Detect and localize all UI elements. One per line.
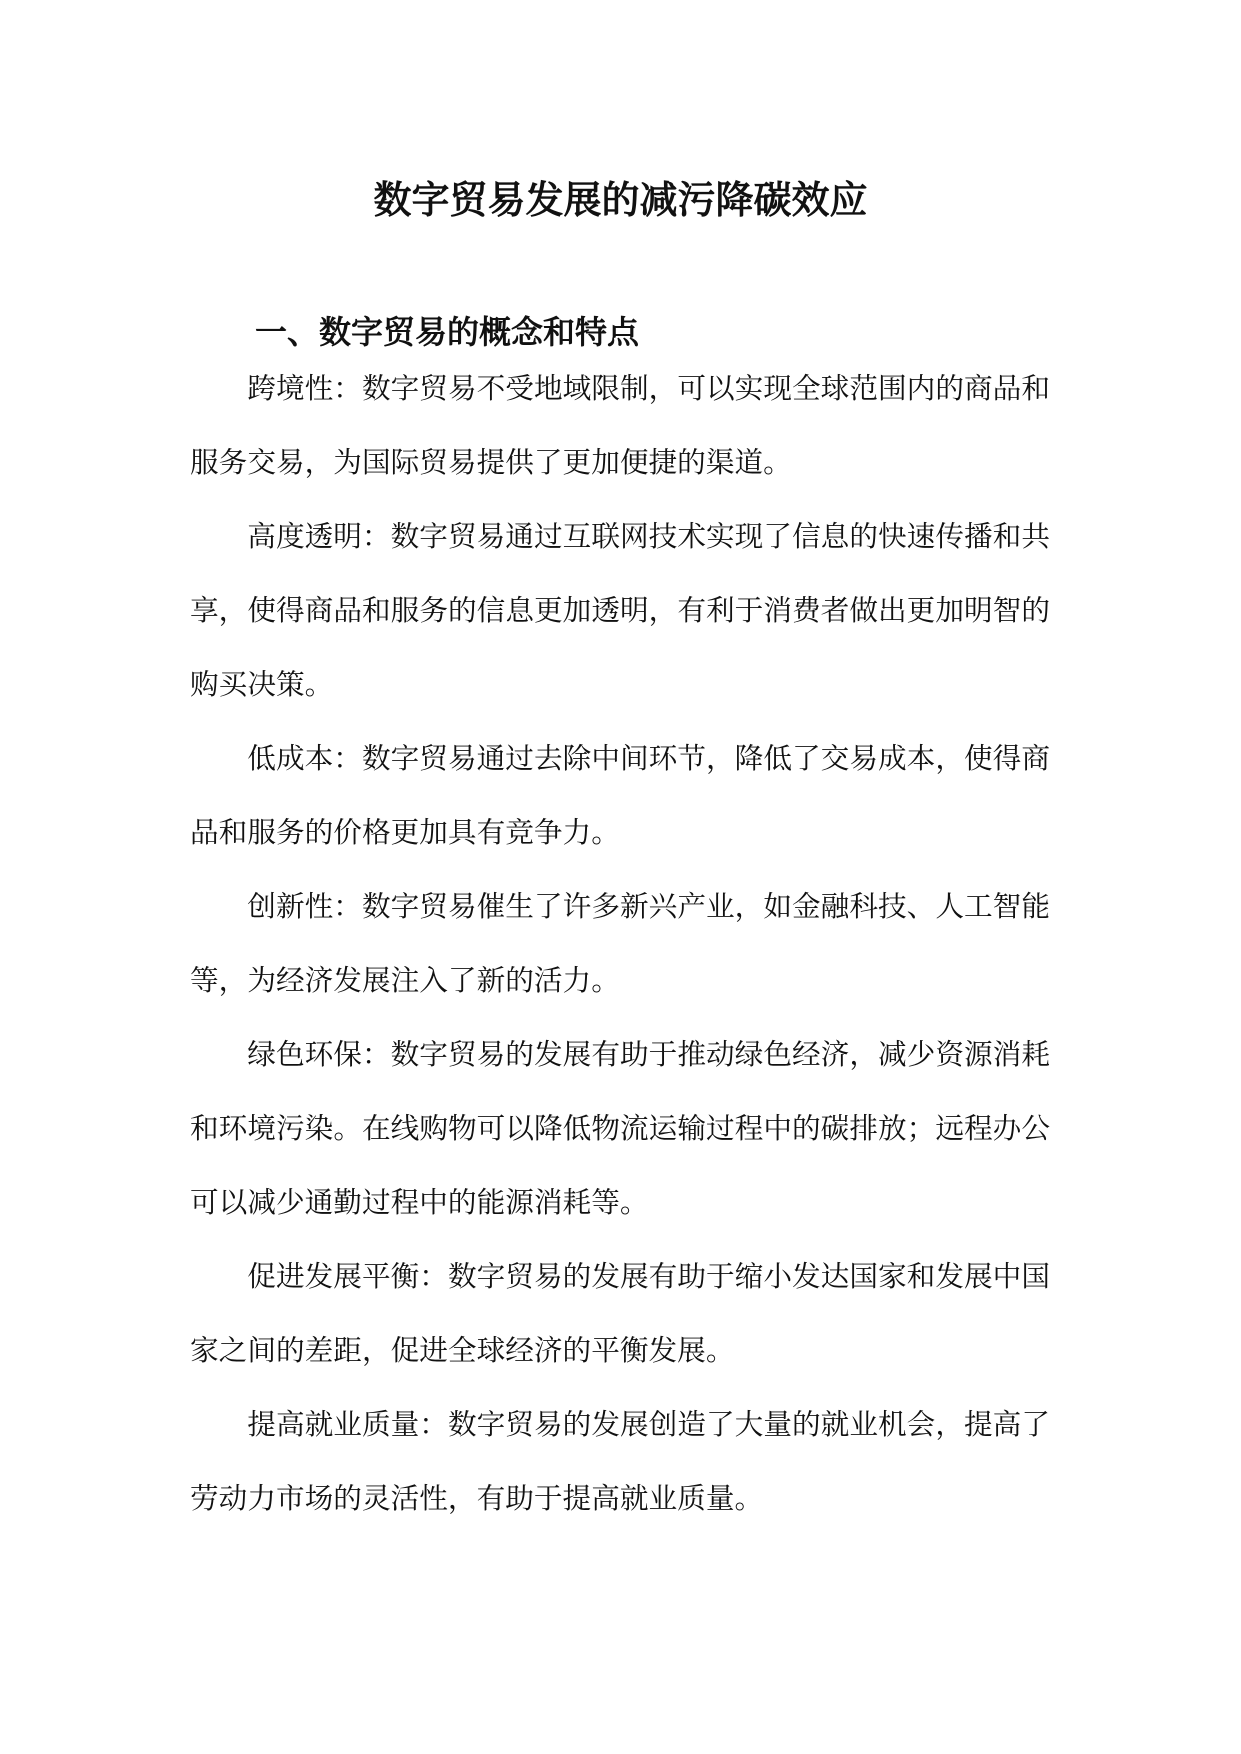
paragraph-transparency: 高度透明：数字贸易通过互联网技术实现了信息的快速传播和共享，使得商品和服务的信息更加透明，有利于消费者做出更加明智的购买决策。 xyxy=(190,519,1050,701)
paragraph-innovation: 创新性：数字贸易催生了许多新兴产业，如金融科技、人工智能等，为经济发展注入了新的活力。 xyxy=(190,889,1050,997)
document-title: 数字贸易发展的减污降碳效应 xyxy=(373,177,868,223)
section-heading: 一、数字贸易的概念和特点 xyxy=(255,312,640,351)
paragraph-low-cost: 低成本：数字贸易通过去除中间环节，降低了交易成本，使得商品和服务的价格更加具有竞争力。 xyxy=(190,741,1050,849)
paragraph-employment: 提高就业质量：数字贸易的发展创造了大量的就业机会，提高了劳动力市场的灵活性，有助于提高就业质量。 xyxy=(190,1407,1050,1515)
paragraph-green: 绿色环保：数字贸易的发展有助于推动绿色经济，减少资源消耗和环境污染。在线购物可以降低物流运输过程中的碳排放；远程办公可以减少通勤过程中的能源消耗等。 xyxy=(190,1037,1050,1219)
paragraph-cross-border: 跨境性：数字贸易不受地域限制，可以实现全球范围内的商品和服务交易，为国际贸易提供了更加便捷的渠道。 xyxy=(190,371,1050,479)
paragraph-balance: 促进发展平衡：数字贸易的发展有助于缩小发达国家和发展中国家之间的差距，促进全球经济的平衡发展。 xyxy=(190,1259,1050,1367)
document-body xyxy=(190,351,1050,1535)
